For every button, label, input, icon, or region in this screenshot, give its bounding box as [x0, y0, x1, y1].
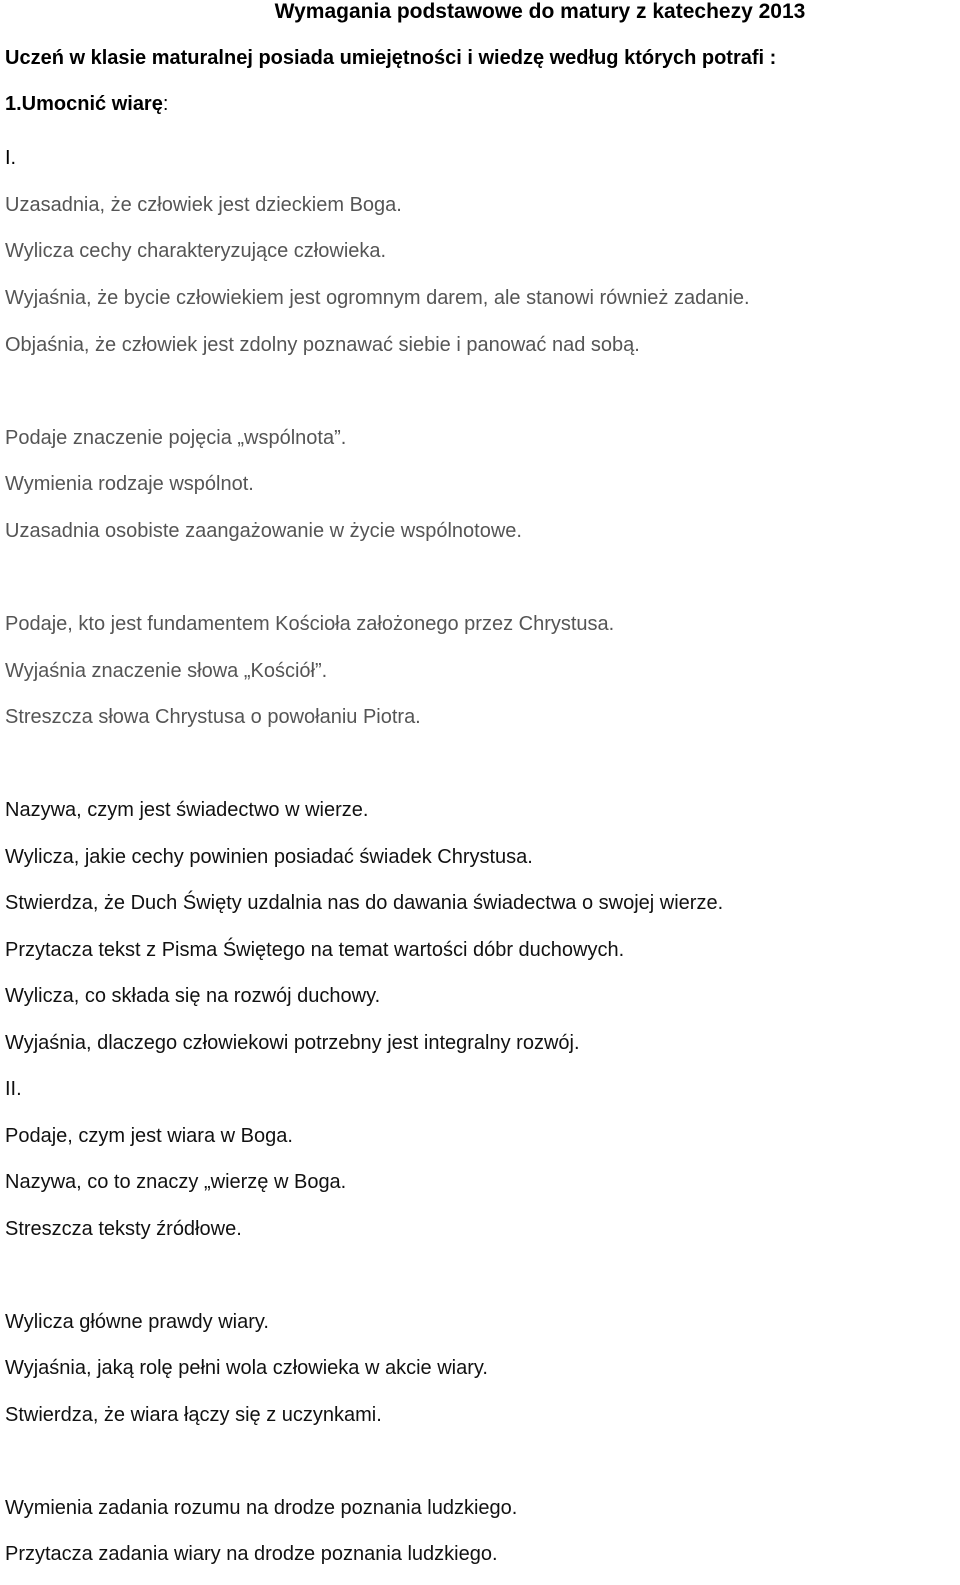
list-item: Przytacza tekst z Pisma Świętego na temat wartości dóbr duchowych. [5, 939, 625, 961]
list-item: Wymienia zadania rozumu na drodze poznania ludzkiego. [5, 1497, 518, 1519]
list-item: Uzasadnia, że człowiek jest dzieckiem Boga. [5, 194, 402, 216]
section-label-2: II. [5, 1078, 22, 1100]
list-item: Streszcza teksty źródłowe. [5, 1218, 242, 1240]
list-item: Nazywa, czym jest świadectwo w wierze. [5, 799, 369, 821]
list-item: Stwierdza, że wiara łączy się z uczynkami. [5, 1404, 382, 1426]
list-item: Objaśnia, że człowiek jest zdolny poznawać siebie i panować nad sobą. [5, 334, 640, 356]
list-item: Podaje, czym jest wiara w Boga. [5, 1125, 293, 1147]
list-item: Wyjaśnia, jaką rolę pełni wola człowieka w akcie wiary. [5, 1357, 488, 1379]
list-item: Podaje, kto jest fundamentem Kościoła założonego przez Chrystusa. [5, 613, 615, 635]
section-heading-suffix: : [162, 93, 169, 115]
list-item: Nazywa, co to znaczy „wierzę w Boga. [5, 1171, 347, 1193]
section-heading [5, 92, 168, 116]
list-item: Wymienia rodzaje wspólnot. [5, 473, 254, 495]
list-item: Streszcza słowa Chrystusa o powołaniu Piotra. [5, 706, 421, 728]
list-item: Wylicza główne prawdy wiary. [5, 1311, 269, 1333]
document-title: Wymagania podstawowe do matury z katechezy 2013 [274, 0, 806, 23]
intro-text: Uczeń w klasie maturalnej posiada umiejętności i wiedzę według których potrafi : [5, 47, 777, 69]
list-item: Przytacza zadania wiary na drodze poznania ludzkiego. [5, 1543, 498, 1565]
list-item: Wyjaśnia znaczenie słowa „Kościół”. [5, 660, 328, 682]
list-item: Wyjaśnia, że bycie człowiekiem jest ogromnym darem, ale stanowi również zadanie. [5, 287, 750, 309]
list-item: Wylicza, co składa się na rozwój duchowy. [5, 985, 381, 1007]
list-item: Wyjaśnia, dlaczego człowiekowi potrzebny jest integralny rozwój. [5, 1032, 580, 1054]
list-item: Stwierdza, że Duch Święty uzdalnia nas do dawania świadectwa o swojej wierze. [5, 892, 724, 914]
section-label-1: I. [5, 147, 17, 169]
section-heading-title: 1.Umocnić wiarę [5, 93, 163, 115]
list-item: Wylicza, jakie cechy powinien posiadać świadek Chrystusa. [5, 846, 533, 868]
list-item: Uzasadnia osobiste zaangażowanie w życie wspólnotowe. [5, 520, 522, 542]
list-item: Wylicza cechy charakteryzujące człowieka. [5, 240, 387, 262]
list-item: Podaje znaczenie pojęcia „wspólnota”. [5, 427, 347, 449]
